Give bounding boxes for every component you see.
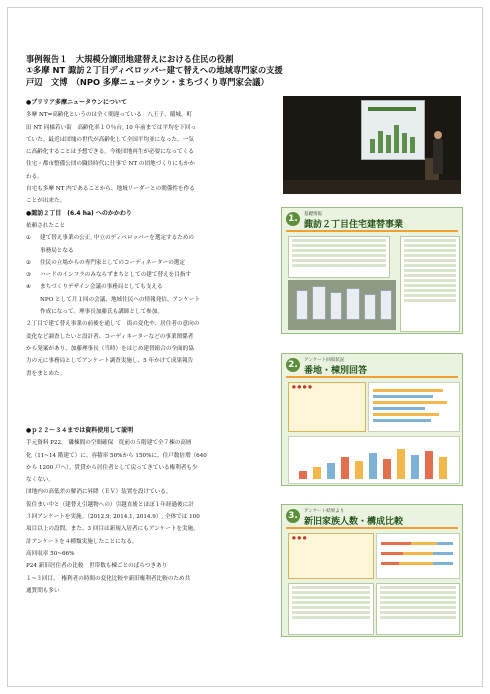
text-line: に高齢化することは予想できる。今後団地再生が必要になってくる [26,149,194,156]
section-heading: ●ｐ２２～３４までは資料使用して説明 [26,427,134,434]
text-line: 高回収率 50~66% [26,550,75,557]
slide-side-table [376,583,460,635]
item-text: ハードのインフラのみならずまちとしての建て替えを目指す [40,272,192,279]
speaker-figure [433,138,443,174]
text-line: ていた。最近は団塊の世代が高齢化して全国平均並になった。一気 [26,136,194,143]
numbered-item [26,281,278,293]
slide-label: アンケート回収状況 [304,358,345,363]
slide-title: 諏訪２丁目住宅建替事業 [304,220,404,230]
slide-label: 基礎情報 [304,212,322,217]
report-author: 戸辺 文博 （NPO 多摩ニュータウン・まちづくり専門家会議） [26,76,269,87]
slide-bar-chart [368,382,460,432]
text-line: から 1200 戸へ）。賃貸から居住者として戻ってきている権利者も少 [26,464,198,471]
report-title-block [26,54,366,88]
slide-title: 新旧家族人数・構成比較 [304,517,404,527]
slide-stacked-chart [376,533,460,579]
slide-note-box: ● ● ● ● [288,382,366,432]
section-heading: ●諏訪２丁目 (6.4 ha) へのかかわり [26,209,132,217]
slide-table [288,236,390,278]
text-line: ２丁目で建て替え事業の前後を通して 街の変化や、居住者の意向の [26,321,200,328]
presentation-photo [283,96,461,194]
slide-table [288,583,374,635]
report-title: 事例報告１ 大規模分譲団地建替えにおける住民の役割 [26,54,234,64]
text-line: 計アンケートを４種類実施したことになる。 [26,538,138,545]
numbered-item [26,232,278,244]
text-line: 力の元に事務局としてアンケート調査実施し、5 年かけて成果報告 [26,358,194,365]
slide-column-chart [288,436,460,484]
text-line: 依頼されたこと [26,222,66,229]
numbered-item [26,269,278,281]
text-line: 化（11~14 階建て）に。容積率 50%から 150%に。住戸数倍増（640 [26,452,207,459]
slide-1 [281,207,463,334]
slide-2 [281,353,463,486]
text-line: 通質問も多い [26,587,60,594]
item-text: まちづくりデザイン会議の事務局としても支える [40,284,163,291]
slide-number: 2. [286,358,300,372]
item-text: 住民の立場からの専門家としてのコーディネーターの選定 [40,259,185,266]
item-number: ② [26,259,32,266]
text-line: 自宅も多摩 NT 内であることから、地域リーダーとの関係性を作る [26,186,195,193]
text-line: 多摩 NT=高齢化というのは全く間違っている 八王子、稲城、町 [26,112,193,119]
text-line: から発案があり、加藤理事長（当時）をはじめ建替組合の全面的協 [26,345,194,352]
text-line: １~３回目、 権利者の時間の変化比較や新旧権利者比較のため共 [26,575,191,582]
slide-3 [281,504,463,637]
text-line: ３回アンケートを実施。（2012.9, 2014.1, 2014.9）, 全体では 100 [26,514,200,521]
text-line: 項目以上の設問。また、3 回目は新規入居者にもアンケートを実施。 [26,526,199,533]
projection-screen [361,100,425,160]
item-number: ① [26,235,32,242]
slide-title: 番地・棟別回答 [304,366,368,376]
text-line: 書をまとめた。 [26,370,66,377]
slide-note-box: ● ● ● [288,533,374,579]
text-line: P24 新旧居住者の比較 世帯数も棟ごとのばらつきあり [26,563,168,570]
slide-number: 1. [286,212,300,226]
text-line: わる。 [26,173,43,180]
text-line: 田 NT 同様若い街 高齢化率１０％台, 10 年前までは平均を下回っ [26,124,197,131]
slide-side-table [400,236,460,332]
text-line: 仮住まい中と（建替え引越物への）引越直後とほぼ１年経過後に計 [26,501,194,508]
section-heading: ●ブリリア多摩ニュータウンについて [26,99,127,106]
text-line: 作成になって。理事長加藤氏も講師として参加。 [40,309,163,316]
body-text-lower [26,425,294,597]
text-line: ことが出来た。 [26,198,66,205]
numbered-item [26,257,278,269]
body-text-upper [26,97,278,380]
item-text: 建て替え事業の公正, 中立のディベロッパーを選定するための [40,235,195,242]
slide-number: 3. [286,509,300,523]
item-number: ③ [26,272,32,279]
aerial-photo [288,280,396,330]
text-line: 手元資料 P22. 隣棟間の空間確保 従前の５階建て全７棟の高層 [26,440,192,447]
slide-label: アンケート結果より [304,509,345,514]
text-line: 事務局となる [40,247,74,254]
text-line: 変化など調査したいと設計者、コーディネーターなどの事業関係者 [26,333,194,340]
text-line: なくない。 [26,477,54,484]
text-line: NPO として月１回の会議、地域住民への情報発信、アンケート [40,296,201,303]
text-line: 団地内の高低差の解消に昇降（ＥＶ）装置を設けている。 [26,489,172,496]
item-number: ④ [26,284,32,291]
report-subtitle: ①多摩 NT 諏訪２丁目ディベロッパー建て替えへの地域専門家の支援 [26,65,283,76]
text-line: 住宅・都市整備公団の職員時代に仕事で NT の団地づくりにもかか [26,161,195,168]
